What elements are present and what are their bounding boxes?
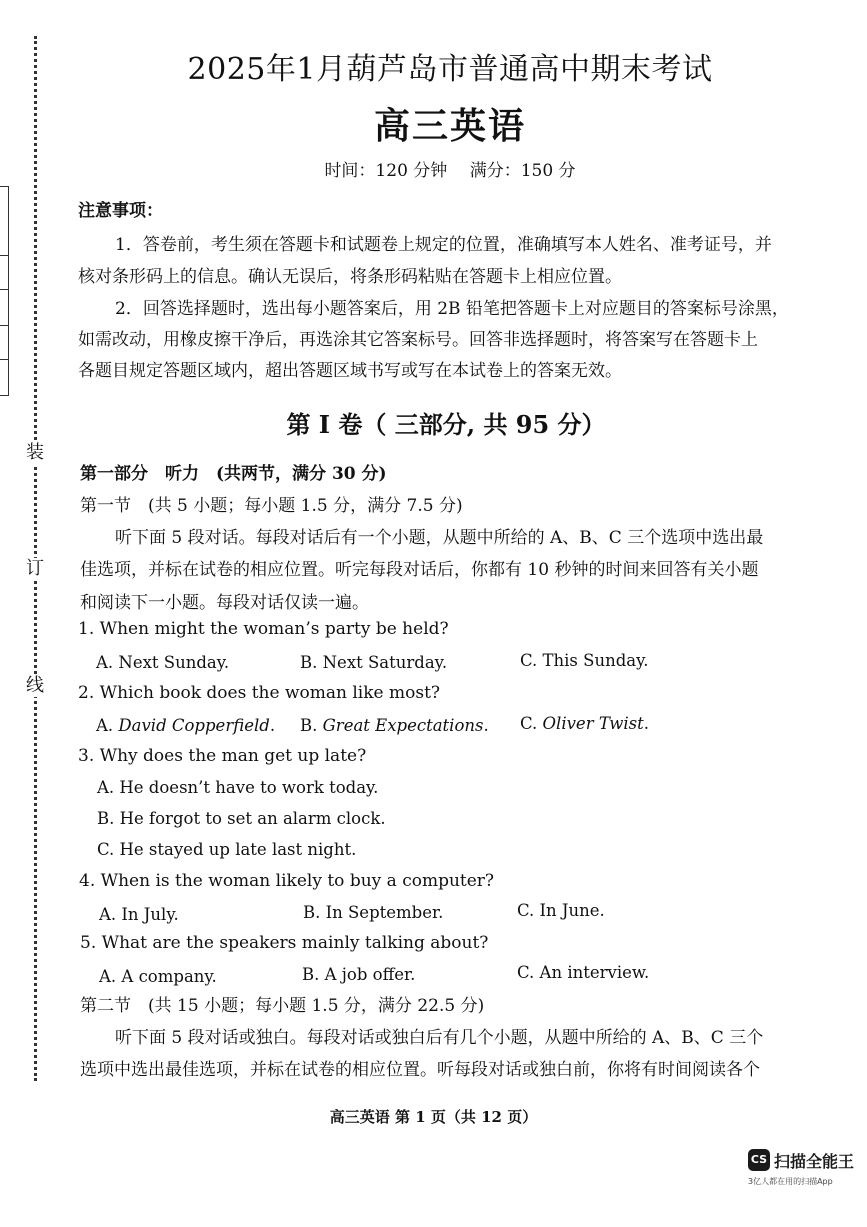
option-prefix: B. <box>300 716 323 735</box>
section-1-instruction-line-2: 佳选项，并标在试卷的相应位置。听完每段对话后，你都有 10 秒钟的时间来回答有关小题 <box>80 560 759 580</box>
edge-divider <box>0 325 8 326</box>
section-1-heading: 第一节 (共 5 小题；每小题 1.5 分，满分 7.5 分) <box>80 496 463 516</box>
section-1-instruction-line-1: 听下面 5 段对话。每段对话后有一个小题，从题中所给的 A、B、C 三个选项中选出最 <box>115 528 764 548</box>
binding-char-xian: 线 <box>26 675 44 696</box>
section-2-instruction-line-2: 选项中选出最佳选项，并标在试卷的相应位置。听每段对话或独白前，你将有时间阅读各个 <box>80 1060 760 1080</box>
option-suffix: . <box>643 714 649 733</box>
subject-title: 高三英语 <box>373 105 526 147</box>
volume-title: 第 I 卷（ 三部分, 共 95 分） <box>286 410 606 439</box>
option-suffix: . <box>483 716 489 735</box>
question-2-option-a <box>96 716 275 735</box>
watermark-app-name: 扫描全能王 <box>774 1152 855 1171</box>
option-prefix: C. <box>520 714 543 733</box>
edge-divider <box>0 359 8 360</box>
binding-char-ding: 订 <box>26 558 44 579</box>
camscanner-logo-icon: CS <box>748 1149 770 1171</box>
section-2-heading: 第二节 (共 15 小题；每小题 1.5 分，满分 22.5 分) <box>80 996 485 1016</box>
question-5-option-c: C. An interview. <box>517 963 650 982</box>
question-2-option-c <box>520 714 649 733</box>
question-2-stem: 2. Which book does the woman like most? <box>78 683 441 703</box>
part-1-heading: 第一部分 听力 (共两节，满分 30 分) <box>80 464 387 484</box>
question-1-stem: 1. When might the woman’s party be held? <box>78 619 449 639</box>
question-1-option-a: A. Next Sunday. <box>96 653 230 672</box>
time-and-score: 时间：120 分钟 满分：150 分 <box>324 161 576 181</box>
question-1-option-c: C. This Sunday. <box>520 651 649 670</box>
exam-title: 2025年1月葫芦岛市普通高中期末考试 <box>187 52 713 87</box>
book-title: David Copperfield <box>118 716 270 735</box>
note-1-line-1: 1．答卷前，考生须在答题卡和试题卷上规定的位置，准确填写本人姓名、准考证号，并 <box>115 235 772 255</box>
note-2-line-2: 如需改动，用橡皮擦干净后，再选涂其它答案标号。回答非选择题时，将答案写在答题卡上 <box>78 330 758 350</box>
question-5-stem: 5. What are the speakers mainly talking about? <box>80 933 489 953</box>
question-5-option-a: A. A company. <box>99 967 217 986</box>
question-3-option-c: C. He stayed up late last night. <box>97 840 357 859</box>
question-4-option-b: B. In September. <box>303 903 444 922</box>
book-title: Great Expectations <box>322 716 484 735</box>
edge-divider <box>0 255 8 256</box>
question-1-option-b: B. Next Saturday. <box>300 653 448 672</box>
note-2-line-1: 2．回答选择题时，选出每小题答案后，用 2B 铅笔把答题卡上对应题目的答案标号涂黑， <box>115 299 789 319</box>
question-2-option-b <box>300 716 489 735</box>
notes-heading: 注意事项： <box>78 201 163 221</box>
binding-char-zhuang: 装 <box>26 442 44 463</box>
option-suffix: . <box>269 716 276 735</box>
note-2-line-3: 各题目规定答题区域内，超出答题区域书写或写在本试卷上的答案无效。 <box>78 361 622 381</box>
edge-info-box <box>0 186 9 396</box>
question-3-option-b: B. He forgot to set an alarm clock. <box>97 809 386 828</box>
note-1-line-2: 核对条形码上的信息。确认无误后，将条形码粘贴在答题卡上相应位置。 <box>78 267 622 287</box>
section-2-instruction-line-1: 听下面 5 段对话或独白。每段对话或独白后有几个小题，从题中所给的 A、B、C 三个 <box>115 1028 764 1048</box>
section-1-instruction-line-3: 和阅读下一小题。每段对话仅读一遍。 <box>80 593 369 613</box>
question-4-stem: 4. When is the woman likely to buy a computer? <box>79 871 495 891</box>
edge-divider <box>0 289 8 290</box>
option-prefix: A. <box>96 716 119 735</box>
question-4-option-a: A. In July. <box>99 905 179 924</box>
question-3-option-a: A. He doesn’t have to work today. <box>97 778 379 797</box>
question-4-option-c: C. In June. <box>517 901 605 920</box>
question-3-stem: 3. Why does the man get up late? <box>78 746 367 766</box>
page-footer: 高三英语 第 1 页（共 12 页） <box>329 1108 538 1126</box>
watermark-tagline: 3亿人都在用的扫描App <box>748 1177 833 1186</box>
book-title: Oliver Twist <box>542 714 644 733</box>
question-5-option-b: B. A job offer. <box>302 965 416 984</box>
